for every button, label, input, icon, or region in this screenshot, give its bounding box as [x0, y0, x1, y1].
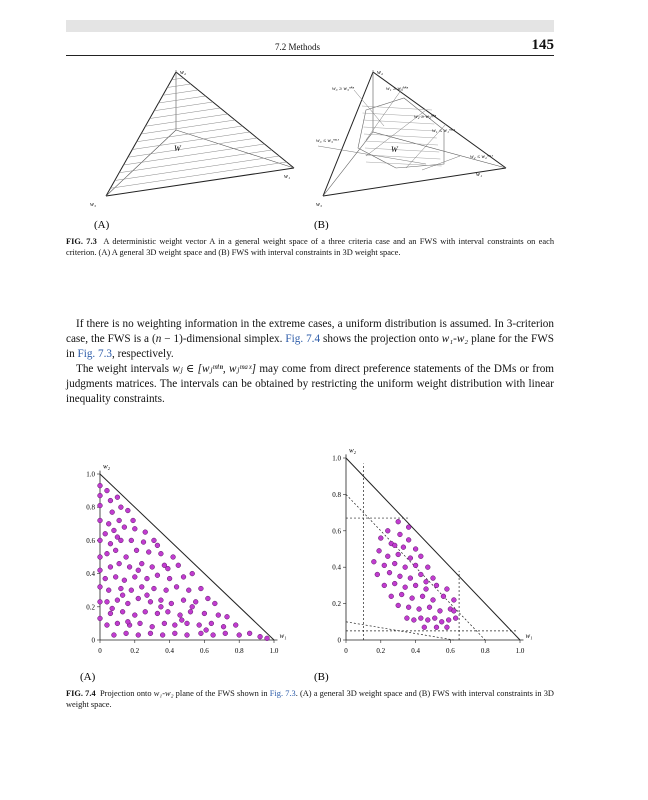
figure-7-4	[66, 440, 566, 690]
scatter-point	[98, 493, 103, 498]
fig74-caption-a: Projection onto	[100, 689, 154, 698]
scatter-point	[427, 605, 432, 610]
y-axis-label: w₂	[349, 446, 357, 455]
scatter-point	[408, 576, 413, 581]
scatter-point	[378, 536, 383, 541]
scatter-point	[258, 634, 263, 639]
y-tick-label: 0	[337, 636, 341, 645]
scatter-point	[113, 575, 118, 580]
hatch-line	[159, 96, 206, 103]
scatter-point	[150, 624, 155, 629]
constraint-w2-min: w₂ ≥ w₂ᵐⁱⁿ	[414, 114, 437, 120]
scatter-point	[118, 505, 123, 510]
scatter-point	[225, 614, 230, 619]
scatter-point	[375, 572, 380, 577]
scatter-point	[127, 565, 132, 570]
scatter-point	[138, 621, 143, 626]
scatter-point	[425, 565, 430, 570]
scatter-point	[392, 581, 397, 586]
scatter-point	[98, 568, 103, 573]
scatter-point	[176, 563, 181, 568]
scatter-point	[167, 576, 172, 581]
scatter-point	[434, 583, 439, 588]
scatter-point	[439, 619, 444, 624]
fig-7-4-link[interactable]: Fig. 7.4	[285, 333, 321, 345]
scatter-point	[212, 601, 217, 606]
scatter-point	[406, 605, 411, 610]
scatter-point	[413, 547, 418, 552]
scatter-point	[387, 570, 392, 575]
scatter-point	[139, 584, 144, 589]
scatter-point	[98, 483, 103, 488]
axis-w1	[176, 130, 294, 168]
scatter-point	[398, 574, 403, 579]
page-number: 145	[531, 37, 554, 53]
scatter-point	[185, 621, 190, 626]
scatter-point	[417, 607, 422, 612]
panel-label-b: (B)	[314, 219, 329, 230]
scatter-point	[396, 603, 401, 608]
scatter-point	[169, 601, 174, 606]
scatter-point	[129, 588, 134, 593]
scatter-point	[129, 538, 134, 543]
hatch-line	[119, 150, 272, 173]
scatter-point	[171, 555, 176, 560]
label-w1: w₁	[476, 172, 483, 178]
scatter-point	[237, 633, 242, 638]
fig74-panel-a	[80, 463, 287, 683]
fig74-caption	[66, 688, 554, 710]
scatter-point	[122, 525, 127, 530]
scatter-point	[136, 568, 141, 573]
scatter-point	[424, 587, 429, 592]
scatter-point	[112, 528, 117, 533]
p1-text-a: If there is no weighting information in the extreme cases, a uniform distribution is assumed. In 3-criterion case, the FWS is a (	[66, 318, 554, 345]
scatter-point	[377, 548, 382, 553]
scatter-point	[445, 587, 450, 592]
scatter-point	[146, 550, 151, 555]
y-axis-label: w₂	[103, 462, 111, 471]
constraint-line	[318, 146, 426, 164]
scatter-point	[103, 576, 108, 581]
fig74-caption-b: plane of the FWS shown in	[173, 689, 270, 698]
scatter-point	[165, 609, 170, 614]
scatter-point	[124, 555, 129, 560]
scatter-point	[132, 613, 137, 618]
panel-label: (A)	[80, 671, 96, 683]
scatter-point	[204, 628, 209, 633]
scatter-point	[125, 601, 130, 606]
p2-text-b: may come from direct preference statements of the DMs or from judgments matrices. The intervals can be obtained by restricting the uniform weight distribution with linear inequality constraints.	[66, 363, 554, 405]
scatter-point	[399, 592, 404, 597]
scatter-point	[98, 518, 103, 523]
scatter-point	[159, 551, 164, 556]
fig-7-3-link[interactable]: Fig. 7.3	[77, 348, 113, 360]
scatter-point	[382, 583, 387, 588]
scatter-point	[143, 530, 148, 535]
scatter-point	[418, 572, 423, 577]
scatter-point	[143, 609, 148, 614]
scatter-point	[385, 528, 390, 533]
paragraph-1	[66, 317, 554, 362]
scatter-point	[105, 551, 110, 556]
scatter-point	[186, 588, 191, 593]
scatter-point	[117, 518, 122, 523]
scatter-point	[445, 625, 450, 630]
scatter-point	[113, 548, 118, 553]
label-w2: w₂	[377, 70, 384, 76]
hatch-line	[172, 78, 184, 80]
scatter-point	[148, 599, 153, 604]
scatter-point	[98, 555, 103, 560]
y-tick-label: 1.0	[332, 454, 341, 463]
scatter-point	[108, 541, 113, 546]
hatch-line	[128, 138, 257, 157]
hatch-line	[110, 162, 286, 188]
scatter-point	[181, 575, 186, 580]
fig74-label: FIG. 7.4	[66, 689, 96, 698]
scatter-point	[396, 552, 401, 557]
scatter-point	[150, 565, 155, 570]
scatter-point	[141, 540, 146, 545]
p1-text-e: , respectively.	[112, 348, 174, 360]
scatter-point	[432, 616, 437, 621]
scatter-point	[108, 565, 113, 570]
scatter-point	[413, 563, 418, 568]
hatch-line	[365, 141, 439, 145]
scatter-point	[453, 616, 458, 621]
scatter-point	[148, 631, 153, 636]
label-w3: w₃	[90, 202, 97, 208]
scatter-point	[438, 608, 443, 613]
scatter-point	[179, 618, 184, 623]
scatter-point	[172, 623, 177, 628]
scatter-point	[398, 532, 403, 537]
fig73-caption	[66, 236, 554, 258]
scatter-point	[223, 631, 228, 636]
scatter-point	[406, 525, 411, 530]
scatter-point	[125, 619, 130, 624]
x-tick-label: 0.4	[411, 647, 420, 655]
scatter-point	[385, 554, 390, 559]
paragraph-2	[66, 362, 554, 407]
x-tick-label: 0	[344, 647, 348, 655]
scatter-point	[420, 594, 425, 599]
y-tick-label: 0.6	[332, 527, 341, 536]
scatter-point	[190, 604, 195, 609]
scatter-point	[424, 579, 429, 584]
scatter-point	[431, 576, 436, 581]
p2-text-a: The weight intervals	[76, 363, 173, 375]
triangle-edge	[106, 168, 294, 196]
x-axis-label: w₁	[525, 632, 533, 640]
scatter-point	[164, 588, 169, 593]
scatter-point	[122, 578, 127, 583]
scatter-point	[115, 598, 120, 603]
scatter-point	[108, 498, 113, 503]
scatter-point	[106, 521, 111, 526]
scatter-point	[451, 608, 456, 613]
scatter-point	[418, 554, 423, 559]
axis-w3	[106, 130, 176, 196]
scatter-point	[118, 586, 123, 591]
scatter-point	[188, 609, 193, 614]
fig74-caption-c: . (A) a general 3D weight space and (B) FWS with interval constraints in 3D weight space.	[66, 689, 554, 709]
scatter-point	[396, 519, 401, 524]
x-tick-label: 1.0	[515, 647, 525, 655]
scatter-point	[181, 598, 186, 603]
scatter-point	[155, 573, 160, 578]
scatter-point	[446, 618, 451, 623]
x-tick-label: 0.4	[165, 647, 174, 655]
constraint-w1-max: w₁ ≤ w₁ᵐᵃˣ	[432, 128, 455, 134]
scatter-point	[392, 561, 397, 566]
scatter-point	[110, 606, 115, 611]
hatch-line	[163, 90, 198, 95]
hatch-line	[141, 120, 235, 134]
p1-math-w: w₁-w₂	[441, 333, 469, 345]
scatter-point	[408, 556, 413, 561]
scatter-point	[205, 596, 210, 601]
scatter-point	[115, 495, 120, 500]
simplex-hatching	[110, 78, 286, 188]
hatch-line	[154, 102, 213, 111]
scatter-point	[221, 624, 226, 629]
hatch-line	[366, 162, 442, 166]
scatter-point	[105, 623, 110, 628]
y-tick-label: 0.4	[332, 563, 341, 572]
figure-7-3	[66, 60, 566, 230]
body-text	[66, 317, 554, 407]
scatter-point	[233, 623, 238, 628]
fig73-panel-b	[314, 70, 506, 230]
scatter-point	[406, 538, 411, 543]
panel-label: (B)	[314, 671, 329, 683]
scatter-point	[174, 584, 179, 589]
y-tick-label: 1.0	[86, 470, 95, 479]
scatter-point	[451, 598, 456, 603]
scatter-point	[105, 599, 110, 604]
constraint-w2-max: w₂ ≤ w₂ᵐᵃˣ	[470, 154, 493, 160]
x-tick-label: 0.2	[376, 647, 386, 655]
y-tick-label: 0.2	[86, 603, 95, 612]
scatter-point	[98, 599, 103, 604]
section-title: 7.2 Methods	[275, 42, 320, 52]
scatter-point	[199, 631, 204, 636]
scatter-point	[209, 621, 214, 626]
hatch-line	[115, 156, 280, 181]
scatter-point	[211, 633, 216, 638]
scatter-point	[152, 586, 157, 591]
panel-label-a: (A)	[94, 219, 110, 230]
scatter-point	[197, 623, 202, 628]
scatter-point	[247, 631, 252, 636]
scatter-point	[98, 584, 103, 589]
scatter-point	[413, 583, 418, 588]
scatter-point	[162, 621, 167, 626]
scatter-point	[98, 503, 103, 508]
scatter-point	[411, 618, 416, 623]
scatter-point	[392, 543, 397, 548]
header-rule	[66, 55, 554, 56]
hatch-line	[363, 120, 434, 124]
scatter-point	[131, 518, 136, 523]
x-tick-label: 0.6	[446, 647, 455, 655]
scatter-point	[145, 576, 150, 581]
scatter-point	[155, 543, 160, 548]
fig74-panel-b	[314, 446, 533, 683]
scatter-point	[106, 588, 111, 593]
y-tick-label: 0.6	[86, 536, 95, 545]
fig73-panel-a	[90, 70, 294, 230]
scatter-point	[159, 598, 164, 603]
x-tick-label: 0	[98, 647, 102, 655]
x-tick-label: 0.8	[480, 647, 490, 655]
scatter-point	[134, 548, 139, 553]
scatter-point	[401, 545, 406, 550]
scatter-point	[265, 636, 270, 641]
y-tick-label: 0.8	[332, 490, 341, 499]
scatter-point	[115, 621, 120, 626]
scatter-point	[152, 538, 157, 543]
p1-text-b: − 1)-dimensional simplex.	[161, 333, 286, 345]
fig74-caption-math: w₁-w₂	[153, 689, 174, 698]
scatter-point	[159, 604, 164, 609]
scatter-point	[431, 598, 436, 603]
scatter-point	[434, 625, 439, 630]
scatter-point	[112, 633, 117, 638]
scatter-point	[124, 631, 129, 636]
scatter-point	[136, 633, 141, 638]
constraint-w1-min: w₁ ≥ w₁ᵐⁱⁿ	[386, 86, 409, 92]
label-w1: w₁	[284, 174, 291, 180]
x-tick-label: 1.0	[269, 647, 279, 655]
scatter-point	[190, 571, 195, 576]
hatch-line	[137, 126, 243, 142]
scatter-point	[139, 561, 144, 566]
label-W: W	[174, 144, 181, 153]
scatter-point	[371, 559, 376, 564]
hatch-line	[167, 84, 191, 88]
scatter-point	[403, 585, 408, 590]
x-tick-label: 0.6	[200, 647, 209, 655]
scatter-point	[110, 510, 115, 515]
scatter-point	[120, 593, 125, 598]
x-tick-label: 0.2	[130, 647, 140, 655]
scatter-point	[108, 611, 113, 616]
scatter-point	[405, 616, 410, 621]
scatter-point	[410, 596, 415, 601]
scatter-point	[389, 594, 394, 599]
scatter-point	[193, 599, 198, 604]
y-tick-label: 0	[91, 636, 95, 645]
scatter-point	[103, 531, 108, 536]
scatter-point	[125, 508, 130, 513]
scatter-point	[441, 594, 446, 599]
scatter-point	[165, 566, 170, 571]
hatch-line	[365, 148, 439, 152]
scatter-point	[202, 611, 207, 616]
scatter-point	[98, 616, 103, 621]
hatch-line	[364, 134, 437, 138]
hatch-line	[145, 114, 227, 126]
constraint-w3-min: w₃ ≥ w₃ᵐⁱⁿ	[332, 86, 355, 92]
x-tick-label: 0.8	[234, 647, 244, 655]
p1-math-n: n	[155, 333, 162, 345]
p1-text-d: plane for the FWS in	[66, 333, 554, 360]
constraint-line	[366, 86, 404, 140]
scatter-point	[132, 575, 137, 580]
scatter-point	[160, 633, 165, 638]
scatter-point	[155, 611, 160, 616]
x-axis-label: w₁	[279, 632, 287, 640]
scatter-point	[117, 561, 122, 566]
y-tick-label: 0.8	[86, 503, 95, 512]
scatter-point	[98, 538, 103, 543]
running-header-bar	[66, 20, 554, 32]
scatter-point	[132, 526, 137, 531]
scatter-point	[425, 618, 430, 623]
constraint-w3-max: w₃ ≤ w₃ᵐᵃˣ	[316, 138, 339, 144]
scatter-point	[145, 593, 150, 598]
scatter-point	[136, 596, 141, 601]
p1-text-c: shows the projection onto	[320, 333, 442, 345]
scatter-point	[216, 613, 221, 618]
scatter-point	[172, 631, 177, 636]
scatter-point	[178, 613, 183, 618]
simplex-boundary	[346, 458, 520, 640]
scatter-point	[382, 563, 387, 568]
fig73-caption-text: A deterministic weight vector A in a general weight space of a three criteria case and an FWS with interval constraints on each criterion. (A) A general 3D weight space and (B) FWS with interval constraints in 3D weight space.	[66, 237, 555, 257]
fig73-label: FIG. 7.3	[66, 237, 97, 246]
label-W: W	[391, 145, 398, 154]
y-tick-label: 0.4	[86, 570, 95, 579]
label-w3: w₃	[316, 202, 323, 208]
scatter-point	[105, 488, 110, 493]
fig-7-3-link-caption[interactable]: Fig. 7.3	[269, 689, 296, 698]
scatter-point	[115, 535, 120, 540]
scatter-point	[418, 616, 423, 621]
scatter-point	[199, 586, 204, 591]
scatter-point	[120, 609, 125, 614]
label-w2: w₂	[180, 70, 187, 76]
p2-math: wⱼ ∈ [wⱼᵐⁱⁿ, wⱼᵐᵃˣ]	[172, 363, 257, 375]
scatter-point	[403, 565, 408, 570]
scatter-point	[185, 633, 190, 638]
scatter-point	[422, 625, 427, 630]
y-tick-label: 0.2	[332, 600, 341, 609]
